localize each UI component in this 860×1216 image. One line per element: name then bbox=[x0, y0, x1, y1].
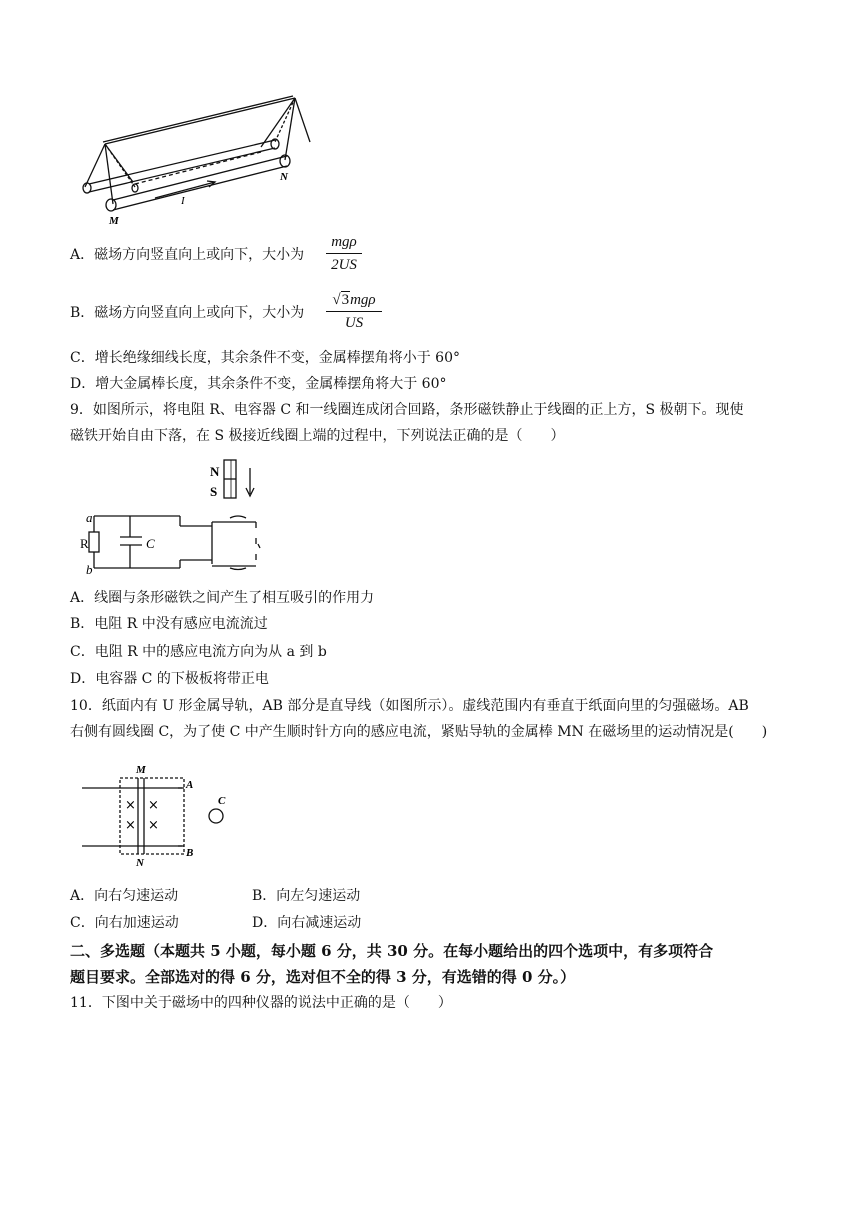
fig9-label-s: S bbox=[210, 484, 218, 499]
fig10-cross: × bbox=[148, 798, 159, 813]
q8-option-b-denominator: US bbox=[344, 315, 364, 331]
q10-option-d: D．向右减速运动 bbox=[252, 915, 362, 931]
fig10-cross: × bbox=[125, 798, 136, 813]
q9-option-b: B．电阻 R 中没有感应电流流过 bbox=[70, 616, 268, 632]
q8-option-b-numerator: mgρ bbox=[350, 292, 376, 308]
q8-option-b-radicand: 3 bbox=[341, 292, 350, 308]
section2-heading bbox=[70, 938, 800, 990]
q11-stem: 11．下图中关于磁场中的四种仪器的说法中正确的是（ ） bbox=[70, 995, 452, 1011]
q8-option-c: C．增长绝缘细线长度，其余条件不变，金属棒摆角将小于 60° bbox=[70, 350, 460, 366]
fig10-cross: × bbox=[148, 818, 159, 833]
q10-stem-line2: 右侧有圆线圈 C，为了使 C 中产生顺时针方向的感应电流，紧贴导轨的金属棒 MN 在磁场里的运动情况是( ) bbox=[70, 724, 768, 740]
q10-option-c: C．向右加速运动 bbox=[70, 915, 179, 931]
q8-option-a-denominator: 2US bbox=[331, 257, 357, 273]
fig9-label-c: C bbox=[146, 536, 155, 551]
section2-heading-line1: 二、多选题（本题共 5 小题，每小题 6 分，共 30 分。在每小题给出的四个选项中，有多项符合 bbox=[70, 942, 714, 960]
fig10-label-n: N bbox=[136, 857, 144, 869]
fig9-label-a: a bbox=[86, 510, 93, 525]
q8-option-a-numerator: mgρ bbox=[331, 234, 357, 250]
fig9-label-r: R bbox=[80, 536, 89, 551]
figure-q8-suspended-rod bbox=[75, 92, 315, 227]
fig10-cross: × bbox=[125, 818, 136, 833]
q8-option-d: D．增大金属棒长度，其余条件不变，金属棒摆角将大于 60° bbox=[70, 376, 447, 392]
q10-option-b: B．向左匀速运动 bbox=[252, 888, 361, 904]
fig10-label-c: C bbox=[218, 795, 226, 807]
q8-option-b-text: B．磁场方向竖直向上或向下，大小为 bbox=[70, 305, 305, 321]
q9-option-a: A．线圈与条形磁铁之间产生了相互吸引的作用力 bbox=[70, 590, 375, 606]
figure-q10-rails bbox=[82, 758, 272, 870]
fig8-label-m: M bbox=[109, 215, 119, 227]
fig9-label-n: N bbox=[210, 464, 220, 479]
fig8-label-n: N bbox=[280, 171, 288, 183]
q8-option-a-text: A．磁场方向竖直向上或向下，大小为 bbox=[70, 247, 305, 263]
fig10-label-m: M bbox=[136, 764, 146, 776]
q10-option-a: A．向右匀速运动 bbox=[70, 888, 179, 904]
q9-option-c: C．电阻 R 中的感应电流方向为从 a 到 b bbox=[70, 644, 327, 660]
fig10-label-b: B bbox=[186, 847, 194, 859]
section2-heading-line2: 题目要求。全部选对的得 6 分，选对但不全的得 3 分，有选错的得 0 分。） bbox=[70, 968, 576, 986]
fig9-label-b: b bbox=[86, 562, 93, 577]
fig8-label-i: I bbox=[181, 195, 185, 207]
q9-stem-line1: 9．如图所示，将电阻 R、电容器 C 和一线圈连成闭合回路，条形磁铁静止于线圈的正上方，S 极朝下。现使 bbox=[70, 402, 744, 418]
figure-q9-circuit bbox=[80, 456, 280, 578]
fig10-label-a: A bbox=[186, 779, 194, 791]
q10-stem-line1: 10．纸面内有 U 形金属导轨，AB 部分是直导线（如图所示）。虚线范围内有垂直于纸面向里的匀强磁场。AB bbox=[70, 698, 749, 714]
q9-option-d: D．电容器 C 的下极板将带正电 bbox=[70, 671, 269, 687]
q9-stem-line2: 磁铁开始自由下落，在 S 极接近线圈上端的过程中，下列说法正确的是（ ） bbox=[70, 428, 565, 444]
